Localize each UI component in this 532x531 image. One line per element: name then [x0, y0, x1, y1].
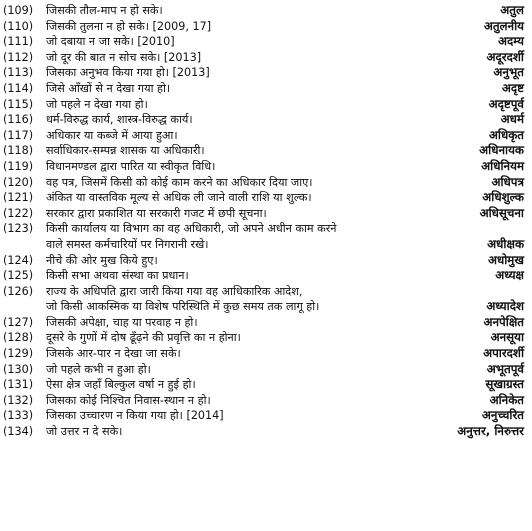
- item-term: अनुभूत: [493, 65, 524, 80]
- item-definition: किसी सभा अथवा संस्था का प्रधान।: [46, 269, 189, 283]
- item-number: (112): [3, 50, 34, 64]
- item-term: अधिसूचना: [479, 205, 524, 220]
- list-item: [0, 268, 532, 284]
- item-definition: विधानमण्डल द्वारा पारित या स्वीकृत विधि।: [46, 159, 216, 173]
- item-number: (131): [3, 378, 34, 392]
- item-term: अनिकेत: [489, 392, 524, 407]
- list-item: [0, 315, 532, 331]
- item-term: अतुलनीय: [483, 18, 524, 33]
- item-number: (134): [3, 425, 34, 439]
- item-term: अधोमुख: [487, 252, 524, 267]
- item-definition: जिसके आर-पार न देखा जा सके।: [46, 347, 181, 361]
- item-term: अदृष्ट: [501, 80, 524, 95]
- item-term: अतुल: [500, 3, 524, 17]
- item-number: (117): [3, 128, 34, 142]
- list-item: [0, 97, 532, 113]
- list-item: [0, 362, 532, 378]
- list-item: [0, 221, 532, 252]
- list-item: [0, 50, 532, 66]
- item-term: अधिकृत: [488, 127, 524, 142]
- item-number: (125): [3, 269, 34, 283]
- item-definition: नीचे की ओर मुख किये हुए।: [46, 253, 158, 267]
- item-definition: जो दूर की बात न सोच सके। [2013]: [46, 50, 202, 64]
- item-term: अधीक्षक: [487, 236, 524, 251]
- item-term: अधिशुल्क: [482, 190, 524, 205]
- item-number: (119): [3, 159, 34, 173]
- list-item: [0, 408, 532, 424]
- item-number: (126): [3, 284, 34, 298]
- item-definition: धर्म-विरुद्ध कार्य, शास्त्र-विरुद्ध कार्य।: [46, 113, 193, 127]
- item-number: (114): [3, 81, 34, 95]
- list-item: [0, 424, 532, 440]
- item-definition: अंकित या वास्तविक मूल्य से अधिक ली जाने वाली राशि या शुल्क।: [46, 191, 312, 205]
- item-number: (124): [3, 253, 34, 267]
- item-number: (111): [3, 35, 34, 49]
- item-term: अध्यादेश: [486, 299, 524, 314]
- list-item: [0, 284, 532, 315]
- item-number: (128): [3, 331, 34, 345]
- item-number: (115): [3, 97, 34, 111]
- item-number: (109): [3, 4, 34, 17]
- item-term: अदृष्टपूर्व: [488, 96, 524, 111]
- item-definition: ऐसा क्षेत्र जहाँ बिल्कुल वर्षा न हुई हो।: [46, 378, 196, 392]
- item-number: (121): [3, 191, 34, 205]
- item-definition: सरकार द्वारा प्रकाशित या सरकारी गजट में छपी सूचना।: [46, 206, 267, 220]
- item-definition: जिसका कोई निश्चित निवास-स्थान न हो।: [46, 393, 211, 407]
- item-definition: जिसकी तुलना न हो सके। [2009, 17]: [46, 19, 212, 33]
- item-number: (116): [3, 113, 34, 127]
- list-item: [0, 330, 532, 346]
- list-item: [0, 206, 532, 222]
- list-item: [0, 3, 532, 19]
- list-item: [0, 128, 532, 144]
- item-definition: जिसका उच्चारण न किया गया हो। [2014]: [46, 409, 224, 423]
- item-definition: जो पहले कभी न हुआ हो।: [46, 362, 151, 376]
- item-definition: दूसरे के गुणों में दोष ढूँढ़ने की प्रवृत्ति का न होना।: [46, 331, 241, 345]
- item-definition: जिसकी तौल-माप न हो सके।: [46, 4, 163, 17]
- item-number: (122): [3, 206, 34, 220]
- list-item: [0, 81, 532, 97]
- item-definition: जो दबाया न जा सके। [2010]: [46, 35, 175, 49]
- item-definition: वह पत्र, जिसमें किसी को कोई काम करने का अधिकार दिया जाए।: [46, 175, 313, 189]
- item-definition: राज्य के अधिपति द्वारा जारी किया गया वह आधिकारिक आदेश, जो किसी आकस्मिक या विशेष परिस्थिति में कुछ समय तक लागू हो।: [46, 284, 320, 314]
- item-definition: सर्वाधिकार-सम्पन्न शासक या अधिकारी।: [46, 144, 205, 158]
- list-item: [0, 159, 532, 175]
- item-term: अनसूया: [490, 330, 524, 345]
- list-item: [0, 393, 532, 409]
- item-term: अदम्य: [498, 34, 524, 49]
- item-number: (118): [3, 144, 34, 158]
- item-definition: जो पहले न देखा गया हो।: [46, 97, 148, 111]
- list-item: [0, 34, 532, 50]
- item-number: (132): [3, 393, 34, 407]
- item-term: अभूतपूर्व: [486, 361, 524, 376]
- list-item: [0, 112, 532, 128]
- item-number: (133): [3, 409, 34, 423]
- item-definition: जिसे आँखों से न देखा गया हो।: [46, 81, 171, 95]
- item-term: अदूरदर्शी: [486, 49, 524, 64]
- list-item: [0, 143, 532, 159]
- list-item: [0, 175, 532, 191]
- item-term: अनपेक्षित: [483, 314, 524, 329]
- item-term: अनुच्चरित: [481, 408, 524, 423]
- item-definition: जो उत्तर न दे सके।: [46, 425, 123, 439]
- item-term: अधिनियम: [481, 158, 524, 173]
- item-number: (130): [3, 362, 34, 376]
- item-number: (110): [3, 19, 34, 33]
- item-term: अनुत्तर, निरुत्तर: [457, 424, 524, 439]
- word-list: [0, 3, 532, 440]
- item-term: सूखाग्रस्त: [485, 377, 524, 392]
- list-item: [0, 377, 532, 393]
- item-term: अधिपत्र: [491, 174, 524, 189]
- list-item: [0, 19, 532, 35]
- list-item: [0, 190, 532, 206]
- item-definition: किसी कार्यालय या विभाग का वह अधिकारी, जो अपने अधीन काम करने वाले समस्त कर्मचारियों पर निगरानी रखे।: [46, 222, 337, 251]
- item-term: अध्यक्ष: [495, 268, 524, 283]
- item-term: अपारदर्शी: [483, 346, 524, 361]
- item-term: अधर्म: [500, 112, 524, 127]
- item-definition: जिसकी अपेक्षा, चाह या परवाह न हो।: [46, 315, 198, 329]
- item-definition: अधिकार या कब्जे में आया हुआ।: [46, 128, 178, 142]
- item-number: (129): [3, 347, 34, 361]
- item-number: (120): [3, 175, 34, 189]
- item-number: (127): [3, 315, 34, 329]
- item-term: अधिनायक: [479, 143, 524, 158]
- list-item: [0, 346, 532, 362]
- list-item: [0, 253, 532, 269]
- list-item: [0, 65, 532, 81]
- item-number: (113): [3, 66, 34, 80]
- item-definition: जिसका अनुभव किया गया हो। [2013]: [46, 66, 210, 80]
- item-number: (123): [3, 222, 34, 236]
